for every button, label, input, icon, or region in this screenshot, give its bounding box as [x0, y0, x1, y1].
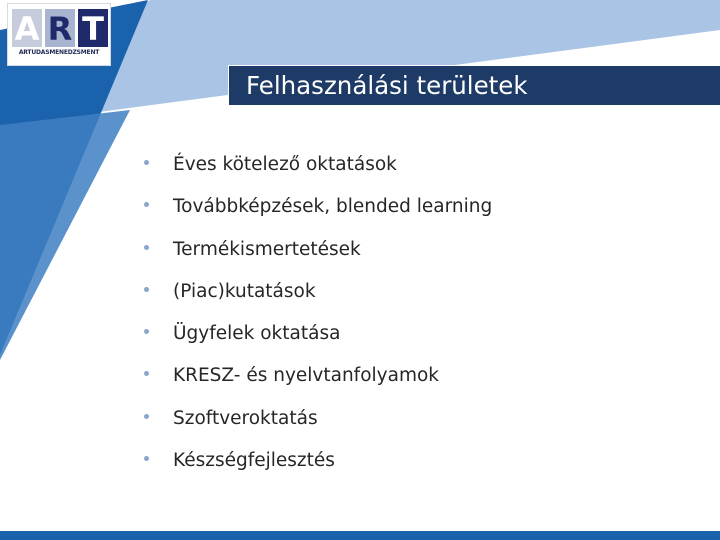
logo-mark [12, 9, 108, 47]
logo-letter-a: A [14, 10, 40, 47]
bullet-text: (Piac)kutatások [173, 280, 316, 302]
logo-caption: ARTUDASMENEDZSMENT [18, 49, 100, 56]
bullet-text: Éves kötelező oktatások [173, 154, 397, 175]
logo-letter-t: T [82, 10, 104, 47]
gradient-band [0, 110, 130, 360]
bullet-dot-icon [144, 414, 149, 419]
bullet-text: Termékismertetések [173, 238, 361, 260]
footer-bar [0, 531, 720, 540]
bullet-dot-icon [144, 287, 149, 292]
bullet-dot-icon [144, 245, 149, 250]
slide-title: Felhasználási területek [246, 71, 528, 100]
bullet-text: Szoftveroktatás [173, 407, 318, 429]
logo-letter-r: R [47, 10, 73, 47]
bullet-text: Továbbképzések, blended learning [173, 196, 493, 218]
bullet-text: KRESZ- és nyelvtanfolyamok [173, 365, 439, 387]
bullet-dot-icon [144, 160, 149, 165]
bullet-text: Ügyfelek oktatása [173, 323, 341, 345]
bullet-text: Készségfejlesztés [173, 450, 335, 472]
title-bar [228, 65, 720, 105]
company-logo [7, 3, 111, 66]
